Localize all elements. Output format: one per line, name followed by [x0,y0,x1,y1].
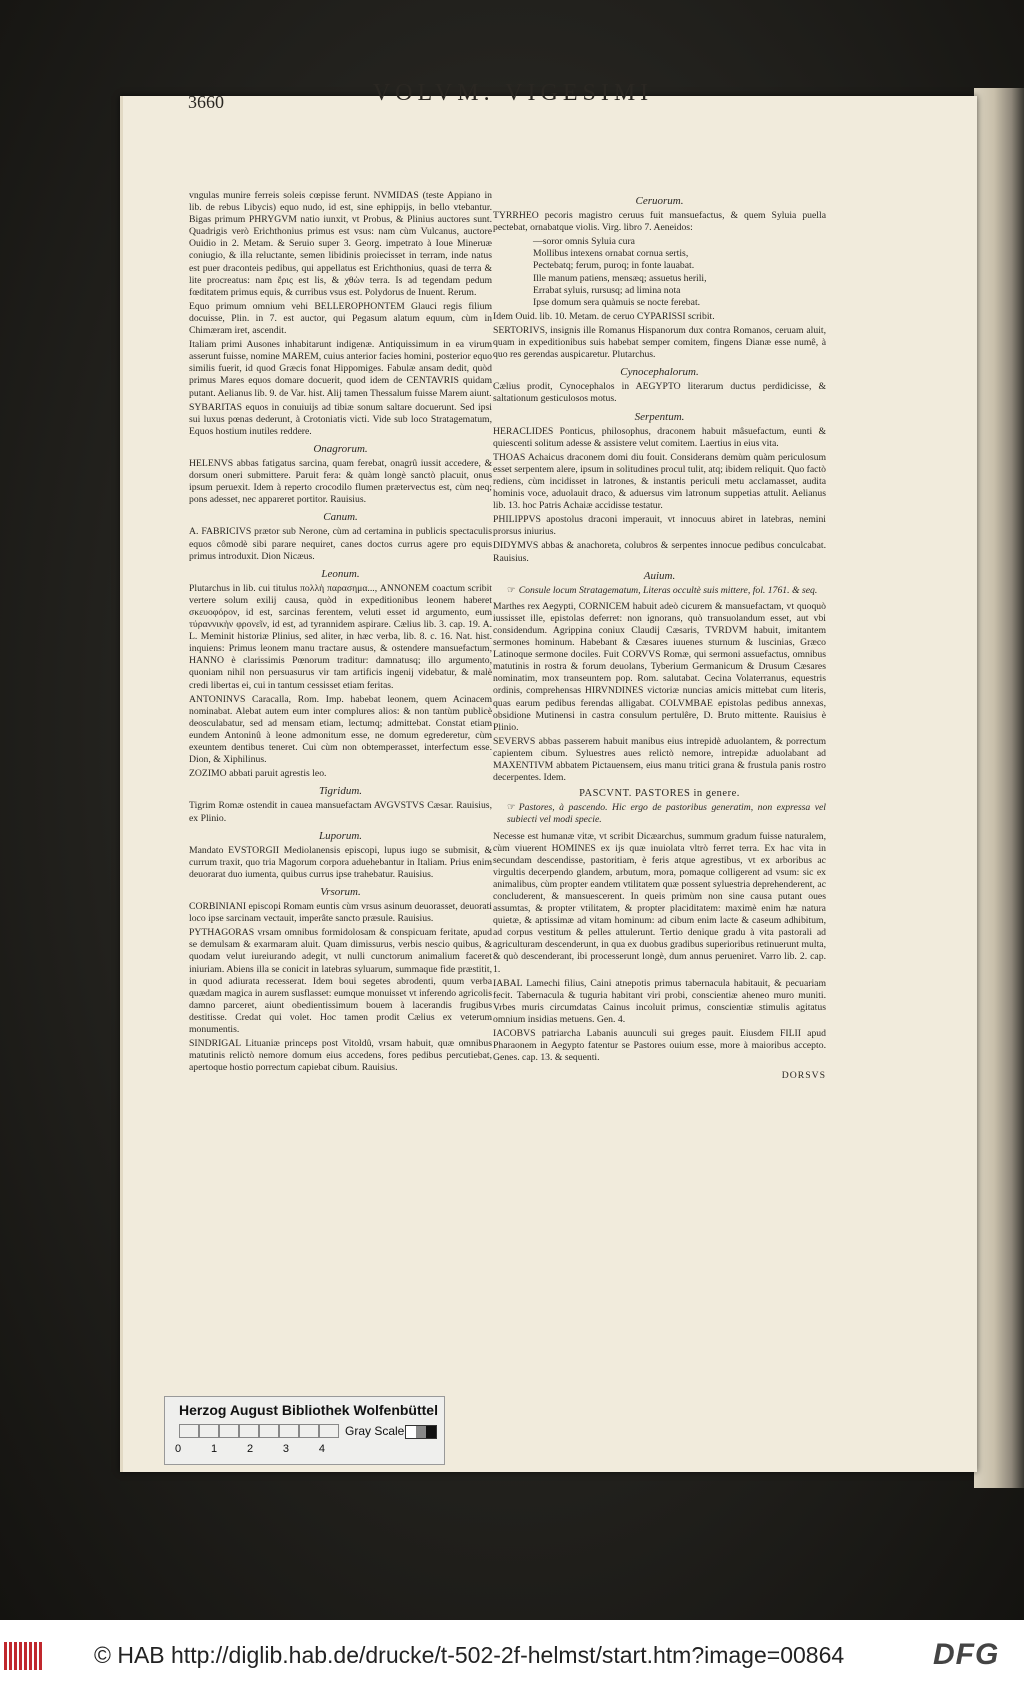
verse-quote [533,236,826,309]
section-heading: Onagrorum. [313,442,368,455]
note-text: Consule locum Stratagematum, Literas occultè suis mittere, fol. 1761. & seq. [518,584,818,596]
paragraph: ZOZIMO abbati paruit agrestis leo. [189,768,327,780]
section-heading: Luporum. [318,829,363,842]
paragraph: vngulas munire ferreis soleis cœpisse ferunt. NVMIDAS (teste Appiano in lib. de rebus Libycis) equo nudo, id est, sine ephippijs, in bello vtebantur. Bigas primum PHRYGVM natio iunxit, vt Probus, & Plinius auctores sunt. Quadrigis verò Erichthonius primus est vsus: nam cùm Vulcanus, auctore Ouidio in 2. Metam. & Seruio super 3. Georg. impetrato à Ioue Mineruæ coniugio, & illa reluctante, semen libidinis proiecisset in terram, inde natus est puer draconteis pedibus, qui appellatus est Erichthonius, quasi de terra & lite procreatus: nam ἔρις est lis, & χθὼν terra. Is ad tegendam pedum fœditatem primus equis, & curribus vsus est. Polydorus de Inuent. Rerum. [189,190,492,298]
viewer-footer [0,1620,1024,1686]
scale-ruler [175,1443,325,1455]
scale-tick: 4 [318,1443,325,1455]
section-heading: Cynocephalorum. [620,366,699,379]
paragraph: SERTORIVS, insignis ille Romanus Hispanorum dux contra Romanos, ceruam aluit, quam in expeditionibus suis habebat semper comitem, fingens Dianæ esse numê, à quo res gerendas auspicaretur. Plutarchus. [493,324,826,361]
section-heading: Serpentum. [634,410,685,423]
paragraph: DIDYMVS abbas & anachoreta, colubros & serpentes innocue pedibus conculcabat. Rauisius. [493,540,826,564]
section-heading: Leonum. [321,567,360,580]
section-heading: Tigridum. [318,785,363,798]
paragraph: Tigrim Romæ ostendit in cauea mansuefactam AVGVSTVS Cæsar. Rauisius, ex Plinio. [189,800,492,824]
scale-tick: 0 [175,1443,182,1455]
library-name: Herzog August Bibliothek Wolfenbüttel [179,1402,438,1418]
paragraph: SINDRIGAL Lituaniæ princeps post Vitoldû, vrsam habuit, quæ omnibus matutinis relictò nemore domum eius accedens, fores pedibus percutiebat, apertoque hostio porrectum capiebat cibum. Rauisius. [189,1038,492,1074]
gray-bar [179,1424,339,1438]
paragraph: Cælius prodit, Cynocephalos in AEGYPTO literarum ductus perdidicisse, & saltationum gesticulosos motus. [493,381,826,405]
page-header [188,80,838,120]
marginal-note [507,802,826,826]
section-heading: Ceruorum. [635,195,684,207]
facing-page-edge [974,88,1024,1488]
dfg-logo: DFG [933,1638,1000,1671]
section-heading: Auium. [643,569,676,582]
paragraph: IACOBVS patriarcha Labanis auunculi sui greges pauit. Eiusdem FILII apud Pharaonem in Aegypto fatentur se Pastores ouium esse, more à maioribus accepto. Genes. cap. 13. & sequenti. [493,1028,826,1064]
note-text: Pastores, à pascendo. Hic ergo de pastoribus generatim, non expressa vel subiecti vel modi specie. [507,802,826,826]
section-heading: Canum. [323,511,358,524]
left-text-column [189,190,492,1076]
paragraph: SYBARITAS equos in conuiuijs ad tibiæ sonum saltare docuerunt. Sed ipsi sui luxus pœnas dederunt, à Crotoniatis victi. Vide sub loco Stratagematum, Equos hostium inutiles reddere. [189,401,492,437]
catchword: DORSVS [781,1070,826,1082]
paragraph: CORBINIANI episcopi Romam euntis cùm vrsus asinum deuorasset, deuorati loco ipse sarcinam vectauit, imperâte sancto præsule. Rauisius. [189,901,492,925]
verse-line: Ille manum patiens, mensæq; assuetus herili, [533,272,707,284]
paragraph: PHILIPPVS apostolus draconi imperauit, vt innocuus abiret in latebras, nemini prorsus iniurius. [493,514,826,538]
paragraph: Idem Ouid. lib. 10. Metam. de ceruo CYPARISSI scribit. [493,310,715,322]
paragraph: THOAS Achaicus draconem domi diu fouit. Considerans demùm quàm periculosum esset serpentem alere, ipsum in solitudines procul tulit, atq; ibidem reliquit. Quo factò rediens, cùm incidisset in latrones, & instantis periculi metu acclamasset, audita hominis voce, aduolauit draco, & aduersus vim latronum suppetias attulit. Aelianus lib. 13. hoc Patris Achaiæ accidisse testatur. [493,451,826,512]
paragraph: A. FABRICIVS prætor sub Nerone, cùm ad certamina in publicis spectaculis equos cômodè sibi parare nequiret, canes doctos currus agere pro equis primus introduxit. Dion Nicæus. [189,526,492,562]
running-title: VOLVM. VIGESIMI [372,80,654,106]
paragraph: IABAL Lamechi filius, Caini atnepotis primus tabernacula habitauit, & pecuariam fecit. Tabernacula & tuguria habitant viri probi, conscientiæ aheneo muro muniti. Vrbes muris circumdatas Cainus incoluit primus, conscientiæ stimulis agitatus omnium insidias metuens. Gen. 4. [493,977,826,1025]
hab-logo-icon [4,1642,46,1670]
paragraph: Necesse est humanæ vitæ, vt scribit Dicæarchus, summum gradum fuisse naturalem, cùm viuerent HOMINES ex ijs quæ inuiolata vltrò ferret terra. Ex hac vita in secundam descendisse, pastoritiam, è feris atque agrestibus, vt ex arboribus ac virgultis decerpendo glandem, arbutum, mora, pomaque colligerent ad vsum: sic ex animalibus, cùm propter eandem vtilitatem quæ possent syluestria deprehenderent, ac concluderent, & mansuescerent. In queis primùm non sine causa putant oues assumtas, & propter vtilitatem, & propter placiditatem: maximè enim hæ natura quietæ, & aptissimæ ad vitam hominum: ad cibum enim lacte & caseum adhibitum, ad corpus vestitum & pelles attulerunt. Tertio denique gradu à vita pastorali ad agriculturam descenderunt, in qua ex duobus gradibus superioribus retinuerunt multa, & quò descenderant, ibi processerunt longè, dum annus perueniret. Varro lib. 2. cap. 1. [493,830,826,975]
verse-line: Ipse domum sera quàmuis se nocte ferebat. [533,296,701,308]
paragraph: ANTONINVS Caracalla, Rom. Imp. habebat leonem, quem Acinacem nominabat. Alebat autem eum inter complures alios: & non tantùm publicè deosculabatur, sed ad mensam etiam, lectumq; admittebat. Constat etiam eundem Antoninû à leone admonitum esse, ne domum egrederetur, cùm exeuntem dentibus teneret. Cui cùm non obtemperasset, interfectum esse. Dion, & Xiphilinus. [189,693,492,766]
color-calibration-strip [164,1396,445,1465]
verse-line: Pectebatq; ferum, puroq; in fonte lauabat. [533,260,695,272]
paragraph: TYRRHEO pecoris magistro ceruus fuit mansuefactus, & quem Syluia puella pectebat, ornabatque violis. Virg. libro 7. Aeneidos: [493,210,826,234]
verse-line: Mollibus intexens ornabat cornua sertis, [533,248,689,260]
chapter-heading: PASCVNT. PASTORES in genere. [579,788,740,800]
pointing-hand-icon: ☞ [507,802,516,814]
paragraph: Plutarchus in lib. cui titulus πολλὴ παρασημα..., ANNONEM coactum scribit vertere solum exilij causa, quòd in expeditionibus leonem haberet σκευοφόρον, id est, sarcinas ferentem, veluti esset id argumento, eum τύραννικὴν φρονεῖν, id est, ad tyrannidem aspirare. Cælius lib. 3. cap. 19. A. L. Meminit historiæ Plinius, sed aliter, in hæc verba, lib. 8. c. 16. Nat. hist. inquiens: Primus leonem manu tractare ausus, & ostendere mansuefactum, HANNO è clarissimis Pœnorum traditur: damnatusq; illo argumento, quoniam nihil non persuasurus vir tam artificis ingenij videbatur, & malè credi libertas ei, cui in tantum cessisset etiam feritas. [189,582,492,691]
paragraph: Italiam primi Ausones inhabitarunt indigenæ. Antiquissimum in ea virum asserunt fuisse, nomine MAREM, cuius anterior facies homini, posterior equo similis fuerit, id quod Græcis fonat Hippomiges. Fabulæ ansam dedit, quòd primus Mares equos domare docuerit, quod idem de CENTAVRIS quidam putant. Aelianus lib. 9. de Var. hist. Alij tamen Thessalum fuisse Marem aiunt. [189,339,492,399]
gray-scale-swatch [405,1425,437,1439]
folio-number: 3660 [188,92,224,112]
scale-tick: 3 [282,1443,290,1455]
pointing-hand-icon: ☞ [507,584,516,596]
paragraph: SEVERVS abbas passerem habuit manibus eius intrepidè aduolantem, & porrectum capientem cibum. Syluestres aues relictò nemore, intrepidæ aduolabant ad MAXENTIVM abbatem Pictauensem, eius manu tritici grana & frustula panis rostro decerpentes. Idem. [493,735,826,784]
scale-tick: 2 [246,1443,254,1455]
paragraph: Marthes rex Aegypti, CORNICEM habuit adeò cicurem & mansuefactam, vt quoquò iussisset ille, epistolas deferret: non ignorans, quò transuolandum esset, aut vbi considendum. Agrippina coniux Claudij Cæsaris, TVRDVM habuit, imitantem sermones hominum. Habebant & Cæsares iuuenes sturnum & luscinias, Græco Latinoque sermone dociles. Fuit CORVVS Romæ, qui sermoni assuefactus, omnibus matutinis in rostra & forum deuolans, Tyberium Germanicum & Drusum Cæsares nominatim, mox transeuntem pop. Rom. salutabat. Cecina Volaterranus, equestris ordinis, comprehensas HIRVNDINES victoriæ nuncias amicis mittebat cum literis, quas earum pedibus ferendas alligabat. COLVMBAE epistolas pedibus annexas, obsidione Mutinensi in castra consulum pertulêre, D. Bruto mittente. Rauisius è Plinio. [493,600,826,733]
gray-scale-label: Gray Scale [345,1424,405,1438]
scale-tick: 1 [210,1443,218,1455]
paragraph: Equo primum omnium vehi BELLEROPHONTEM Glauci regis filium docuisse, Plin. in 7. est auctor, qui Pegasum alatum equum, cùm in Chimæram iret, ascendit. [189,300,492,337]
verse-line: —soror omnis Syluia cura [533,236,635,248]
verse-line: Errabat syluis, rursusq; ad limina nota [533,284,681,296]
paragraph: HELENVS abbas fatigatus sarcina, quam ferebat, onagrû iussit accedere, & dorsum oneri submittere. Paruit fera: & quàm longè sanctò placuit, onus ipsum peruexit. Idem à reperto crocodilo flumen prætervectus est, cùm neq; pons adesset, nec appareret portitor. Rauisius. [189,457,492,506]
paragraph: PYTHAGORAS vrsam omnibus formidolosam & conspicuam feritate, apud se demulsam & exarmaram aluit. Quam dimissurus, verbis nescio quibus, & quodam velut iureiurando adegit, vt nulli cunctorum animalium faceret iniuriam. Abiens illa se conicit in latebras syluarum, summaque fide præstitit, in quod adiurata recesserat. Idem boui segetes abrodenti, quum verba quædam magica in aurem susflasset: eumque monuisset vt inferendo agricolis damno parceret, aiunt obedientissimum bouem à lacerandis frugibus destitisse. Credat qui volet. Hoc tamen prodit Cælius ex veterum monumentis. [189,927,492,1035]
paragraph: Mandato EVSTORGII Mediolanensis episcopi, lupus iugo se submisit, & currum traxit, quo tria Magorum corpora aduehebantur in Italiam. Prius enim deuorarat duo iumenta, quibus currus ipse trahebatur. Rauisius. [189,844,492,880]
permalink[interactable]: © HAB http://diglib.hab.de/drucke/t-502-2f-helmst/start.htm?image=00864 [94,1642,845,1668]
section-heading: Vrsorum. [320,885,361,898]
paragraph: HERACLIDES Ponticus, philosophus, draconem habuit mâsuefactum, eunti & quiescenti solitum adesse & assistere velut comitem. Laertius in eius vita. [493,425,826,449]
marginal-note [507,585,826,597]
right-text-column [493,190,826,1084]
